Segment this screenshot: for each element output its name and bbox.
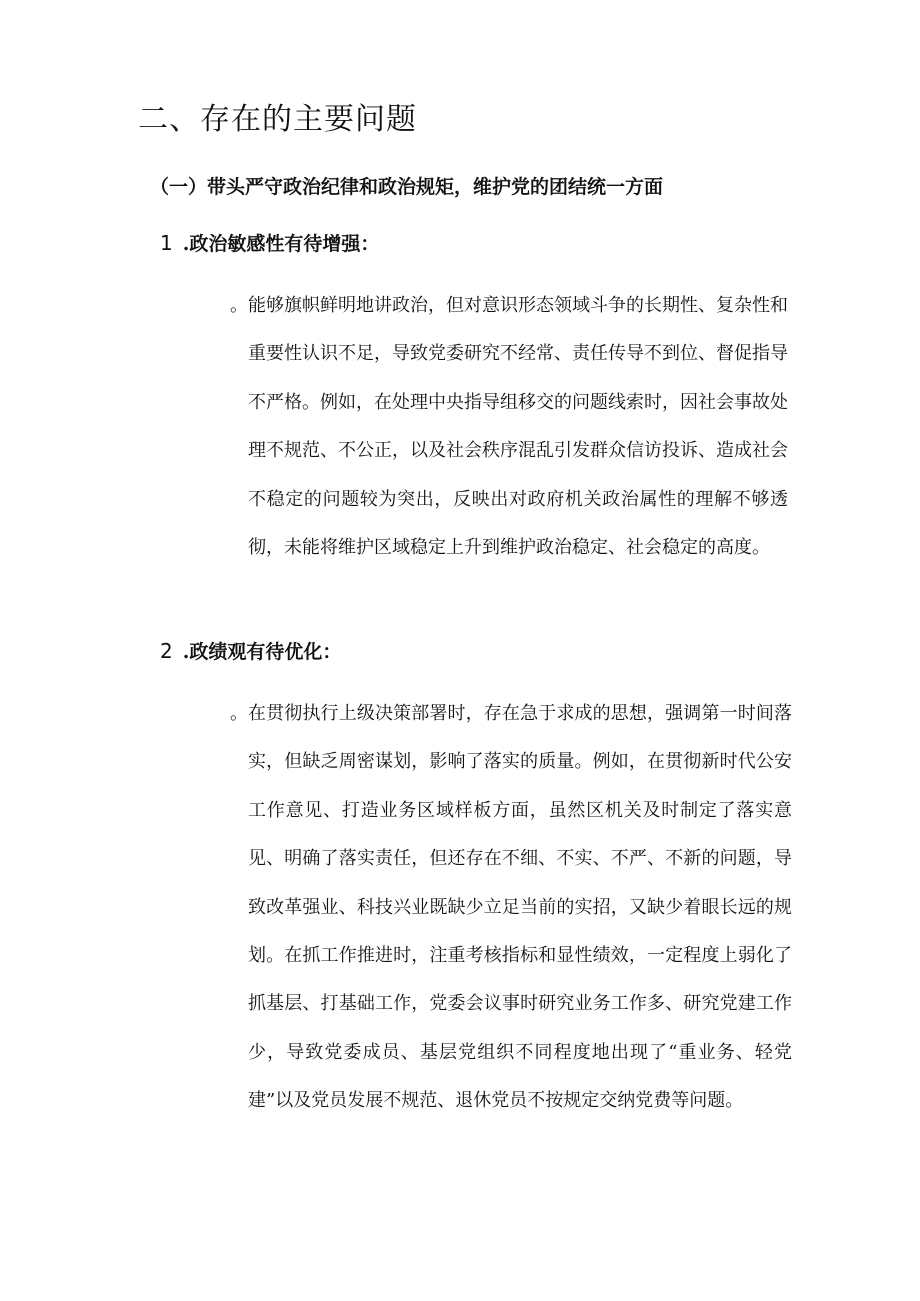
item-1-text: 能够旗帜鲜明地讲政治，但对意识形态领域斗争的长期性、复杂性和重要性认识不足，导致党委研究不经常、责任传导不到位、督促指导不严格。例如，在处理中央指导组移交的问题线索时，因社会事故处理不规范、不公正，以及社会秩序混乱引发群众信访投诉、造成社会不稳定的问题较为突出，反映出对政府机关政治属性的理解不够透彻，未能将维护区域稳定上升到维护政治稳定、社会稳定的高度。 <box>248 295 788 559</box>
item-1-paragraph <box>230 282 788 572</box>
item-1-number: 1 <box>160 231 173 255</box>
item-2-heading-text: .政绩观有待优化： <box>182 641 342 663</box>
item-2-paragraph <box>230 690 792 1126</box>
item-1-heading-text: .政治敏感性有待增强： <box>182 233 380 255</box>
item-2-heading <box>160 636 341 667</box>
item-2-number: 2 <box>160 639 173 663</box>
item-2-bullet: 。 <box>230 703 248 724</box>
item-2-text: 在贯彻执行上级决策部署时，存在急于求成的思想，强调第一时间落实，但缺乏周密谋划，影响了落实的质量。例如，在贯彻新时代公安工作意见、打造业务区域样板方面，虽然区机关及时制定了落实意见、明确了落实责任，但还存在不细、不实、不严、不新的问题，导致改革强业、科技兴业既缺少立足当前的实招，又缺少着眼长远的规划。在抓工作推进时，注重考核指标和显性绩效，一定程度上弱化了抓基层、打基础工作，党委会议事时研究业务工作多、研究党建工作少，导致党委成员、基层党组织不同程度地出现了“重业务、轻党建”以及党员发展不规范、退休党员不按规定交纳党费等问题。 <box>248 703 792 1112</box>
item-1-heading <box>160 228 379 259</box>
item-1-bullet: 。 <box>230 295 248 316</box>
subsection-title: （一）带头严守政治纪律和政治规矩，维护党的团结统一方面 <box>150 176 664 198</box>
section-title: 二、存在的主要问题 <box>138 102 417 137</box>
